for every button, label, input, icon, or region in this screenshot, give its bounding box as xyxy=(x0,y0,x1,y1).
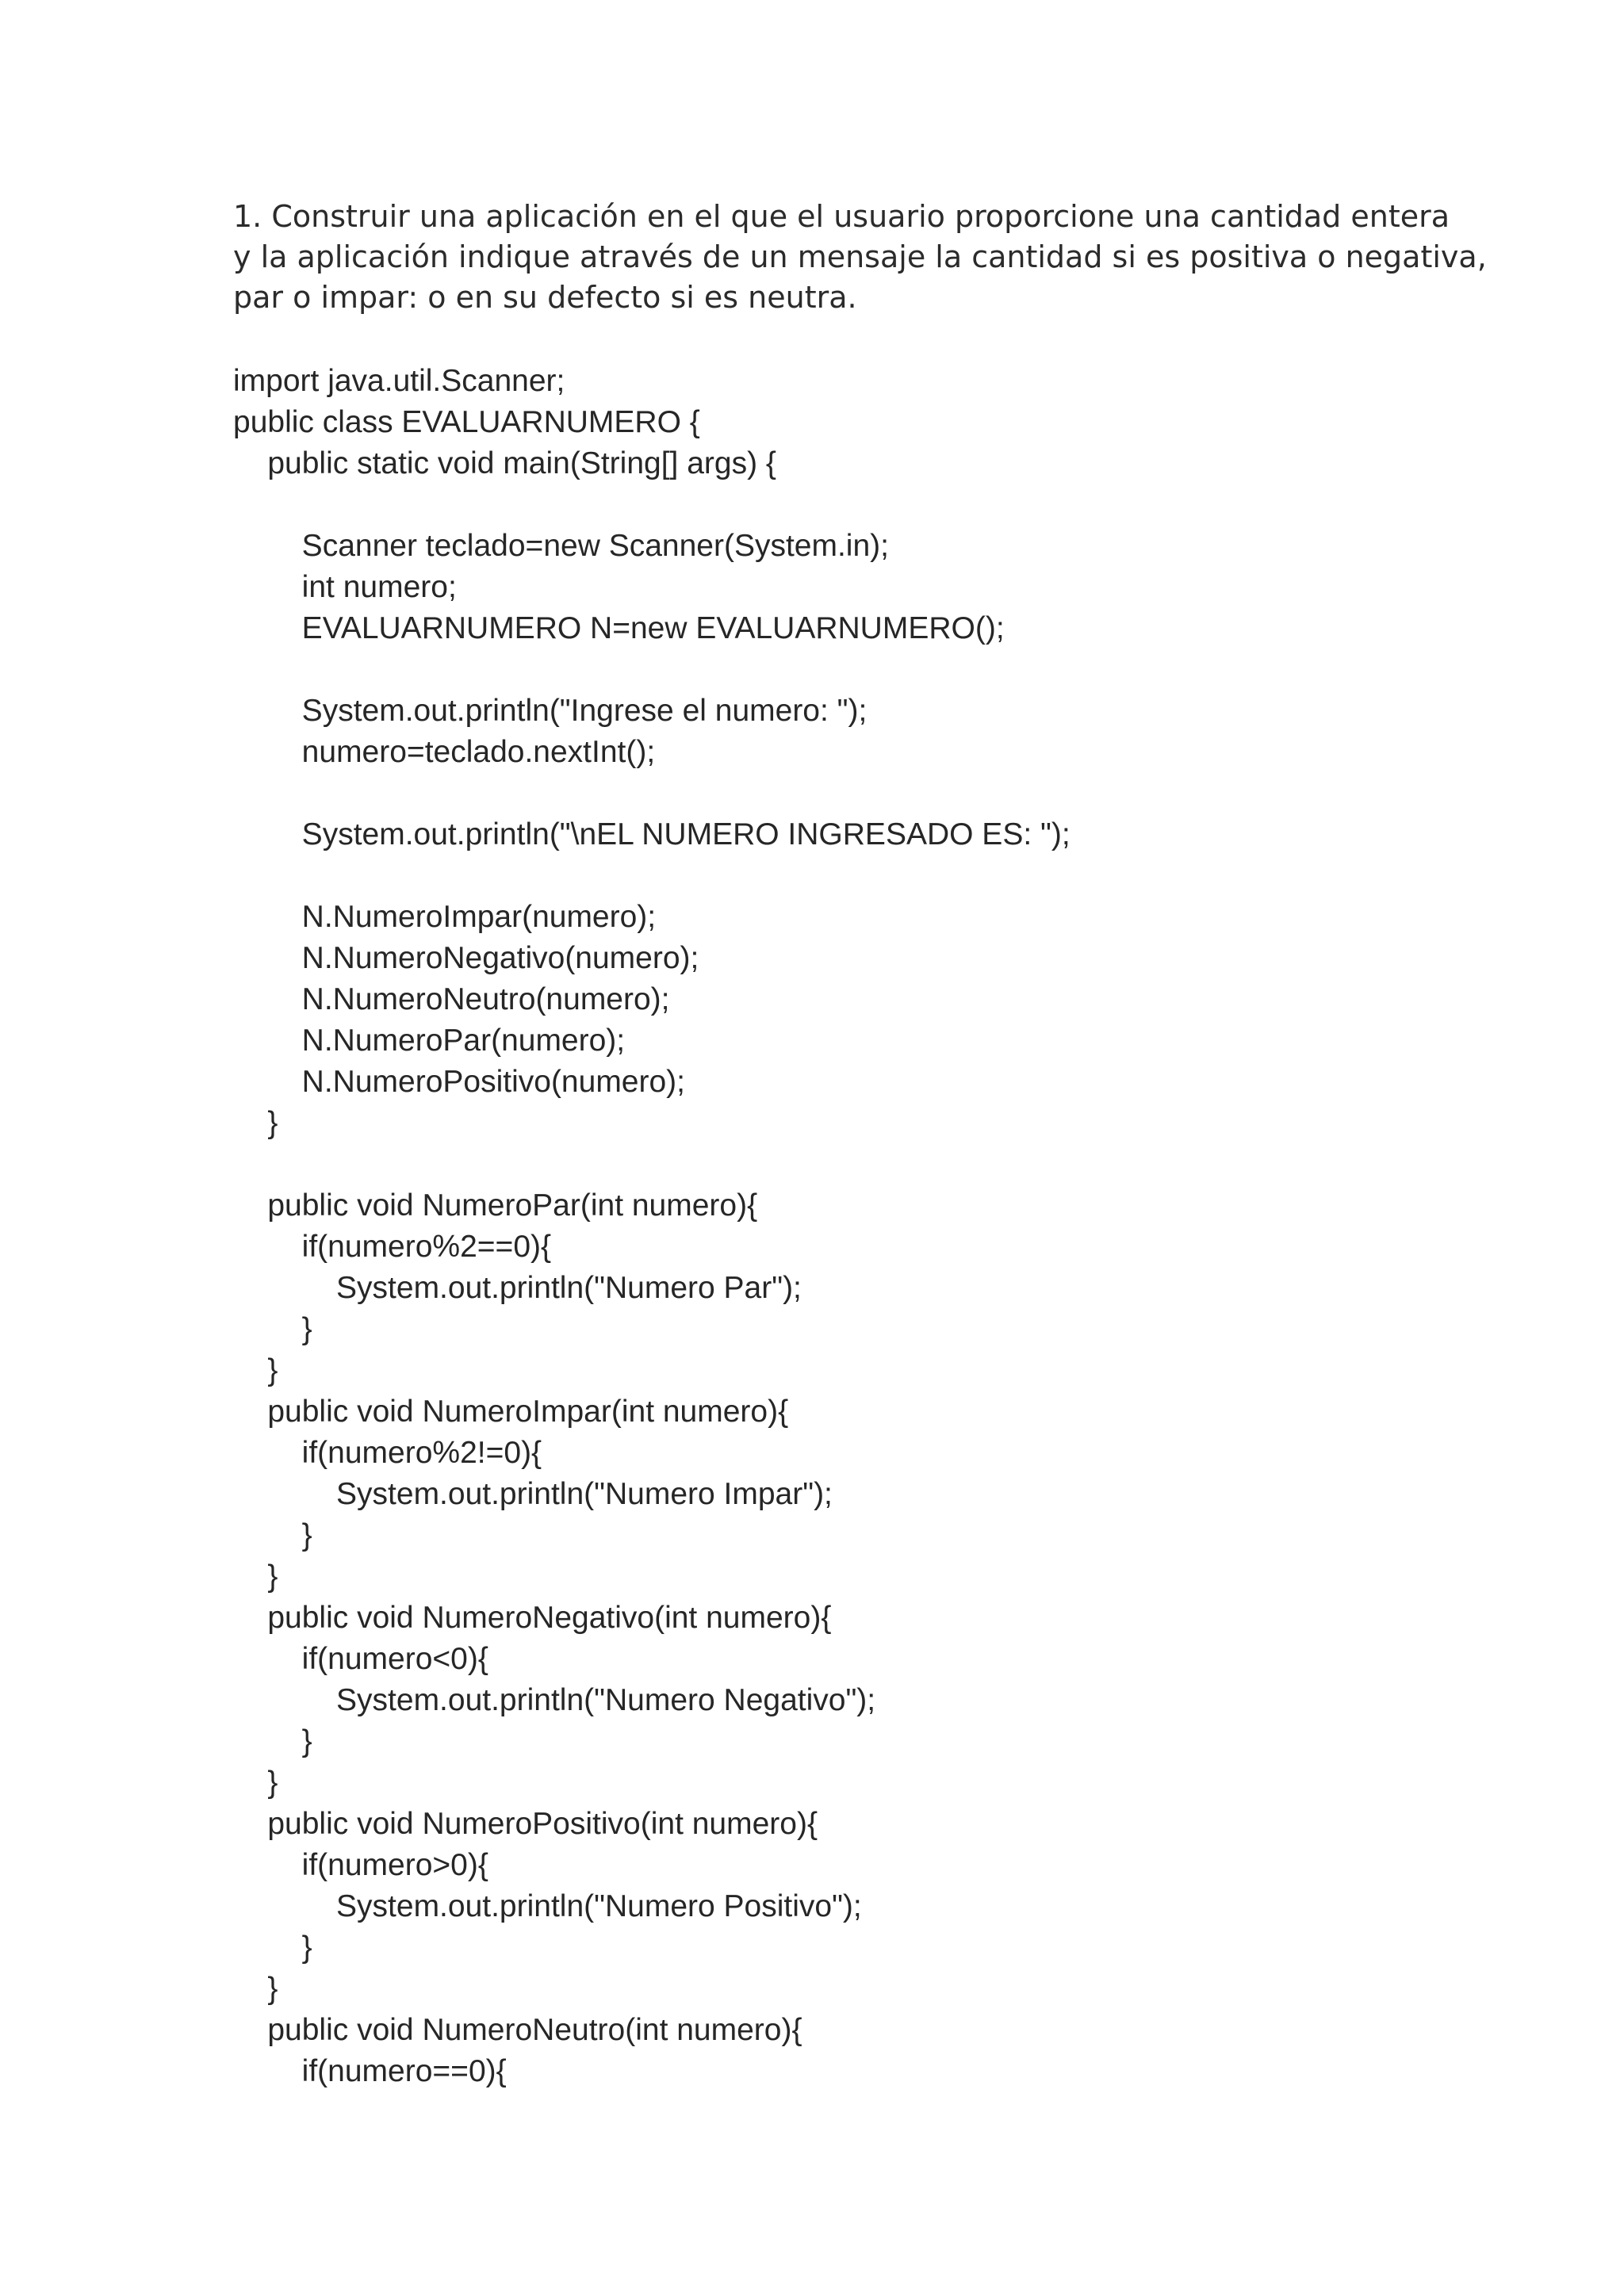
code-line: } xyxy=(233,1931,312,1965)
code-line: public void NumeroImpar(int numero){ xyxy=(233,1395,789,1429)
code-line: numero=teclado.nextInt(); xyxy=(233,735,656,769)
code-line: System.out.println("Numero Positivo"); xyxy=(233,1889,862,1923)
code-line: Scanner teclado=new Scanner(System.in); xyxy=(233,529,889,563)
problem-line: par o impar: o en su defecto si es neutra. xyxy=(233,280,857,315)
code-line: if(numero>0){ xyxy=(233,1848,488,1882)
code-line: if(numero<0){ xyxy=(233,1642,488,1676)
code-line: if(numero==0){ xyxy=(233,2054,507,2088)
code-line: N.NumeroPar(numero); xyxy=(233,1024,626,1058)
code-line: System.out.println("Numero Par"); xyxy=(233,1271,802,1305)
problem-statement xyxy=(233,197,1487,318)
code-line xyxy=(233,484,1407,526)
code-line: public class EVALUARNUMERO { xyxy=(233,405,700,439)
code-line: System.out.println("\nEL NUMERO INGRESADO ES: "); xyxy=(233,817,1071,851)
code-line: } xyxy=(233,1353,278,1387)
code-line: public void NumeroNeutro(int numero){ xyxy=(233,2013,802,2047)
code-line: public void NumeroPositivo(int numero){ xyxy=(233,1807,818,1841)
code-line: N.NumeroPositivo(numero); xyxy=(233,1065,685,1099)
code-line: EVALUARNUMERO N=new EVALUARNUMERO(); xyxy=(233,611,1005,645)
code-line: } xyxy=(233,1972,278,2006)
code-line: public void NumeroNegativo(int numero){ xyxy=(233,1601,832,1635)
code-block xyxy=(233,361,1407,2092)
code-line: int numero; xyxy=(233,570,457,604)
code-line: if(numero%2!=0){ xyxy=(233,1436,542,1470)
problem-line: 1. Construir una aplicación en el que el usuario proporcione una cantidad entera xyxy=(233,199,1450,234)
code-line: } xyxy=(233,1312,312,1346)
code-line: } xyxy=(233,1518,312,1552)
code-line xyxy=(233,649,1407,691)
code-line: System.out.println("Ingrese el numero: "); xyxy=(233,694,868,728)
code-line: } xyxy=(233,1559,278,1594)
code-line xyxy=(233,773,1407,814)
code-line: } xyxy=(233,1106,278,1140)
code-line: if(numero%2==0){ xyxy=(233,1230,552,1264)
code-line: N.NumeroNegativo(numero); xyxy=(233,941,699,975)
code-line: N.NumeroNeutro(numero); xyxy=(233,982,670,1016)
code-line xyxy=(233,1144,1407,1185)
code-line: System.out.println("Numero Negativo"); xyxy=(233,1683,876,1717)
code-line: } xyxy=(233,1766,278,1800)
code-line: } xyxy=(233,1724,312,1758)
code-line: public void NumeroPar(int numero){ xyxy=(233,1188,758,1223)
problem-line: y la aplicación indique através de un mensaje la cantidad si es positiva o negativa, xyxy=(233,239,1487,274)
code-line: System.out.println("Numero Impar"); xyxy=(233,1477,833,1511)
code-line: N.NumeroImpar(numero); xyxy=(233,900,657,934)
code-line: import java.util.Scanner; xyxy=(233,364,565,398)
code-line: public static void main(String[] args) { xyxy=(233,446,776,480)
code-line xyxy=(233,855,1407,897)
